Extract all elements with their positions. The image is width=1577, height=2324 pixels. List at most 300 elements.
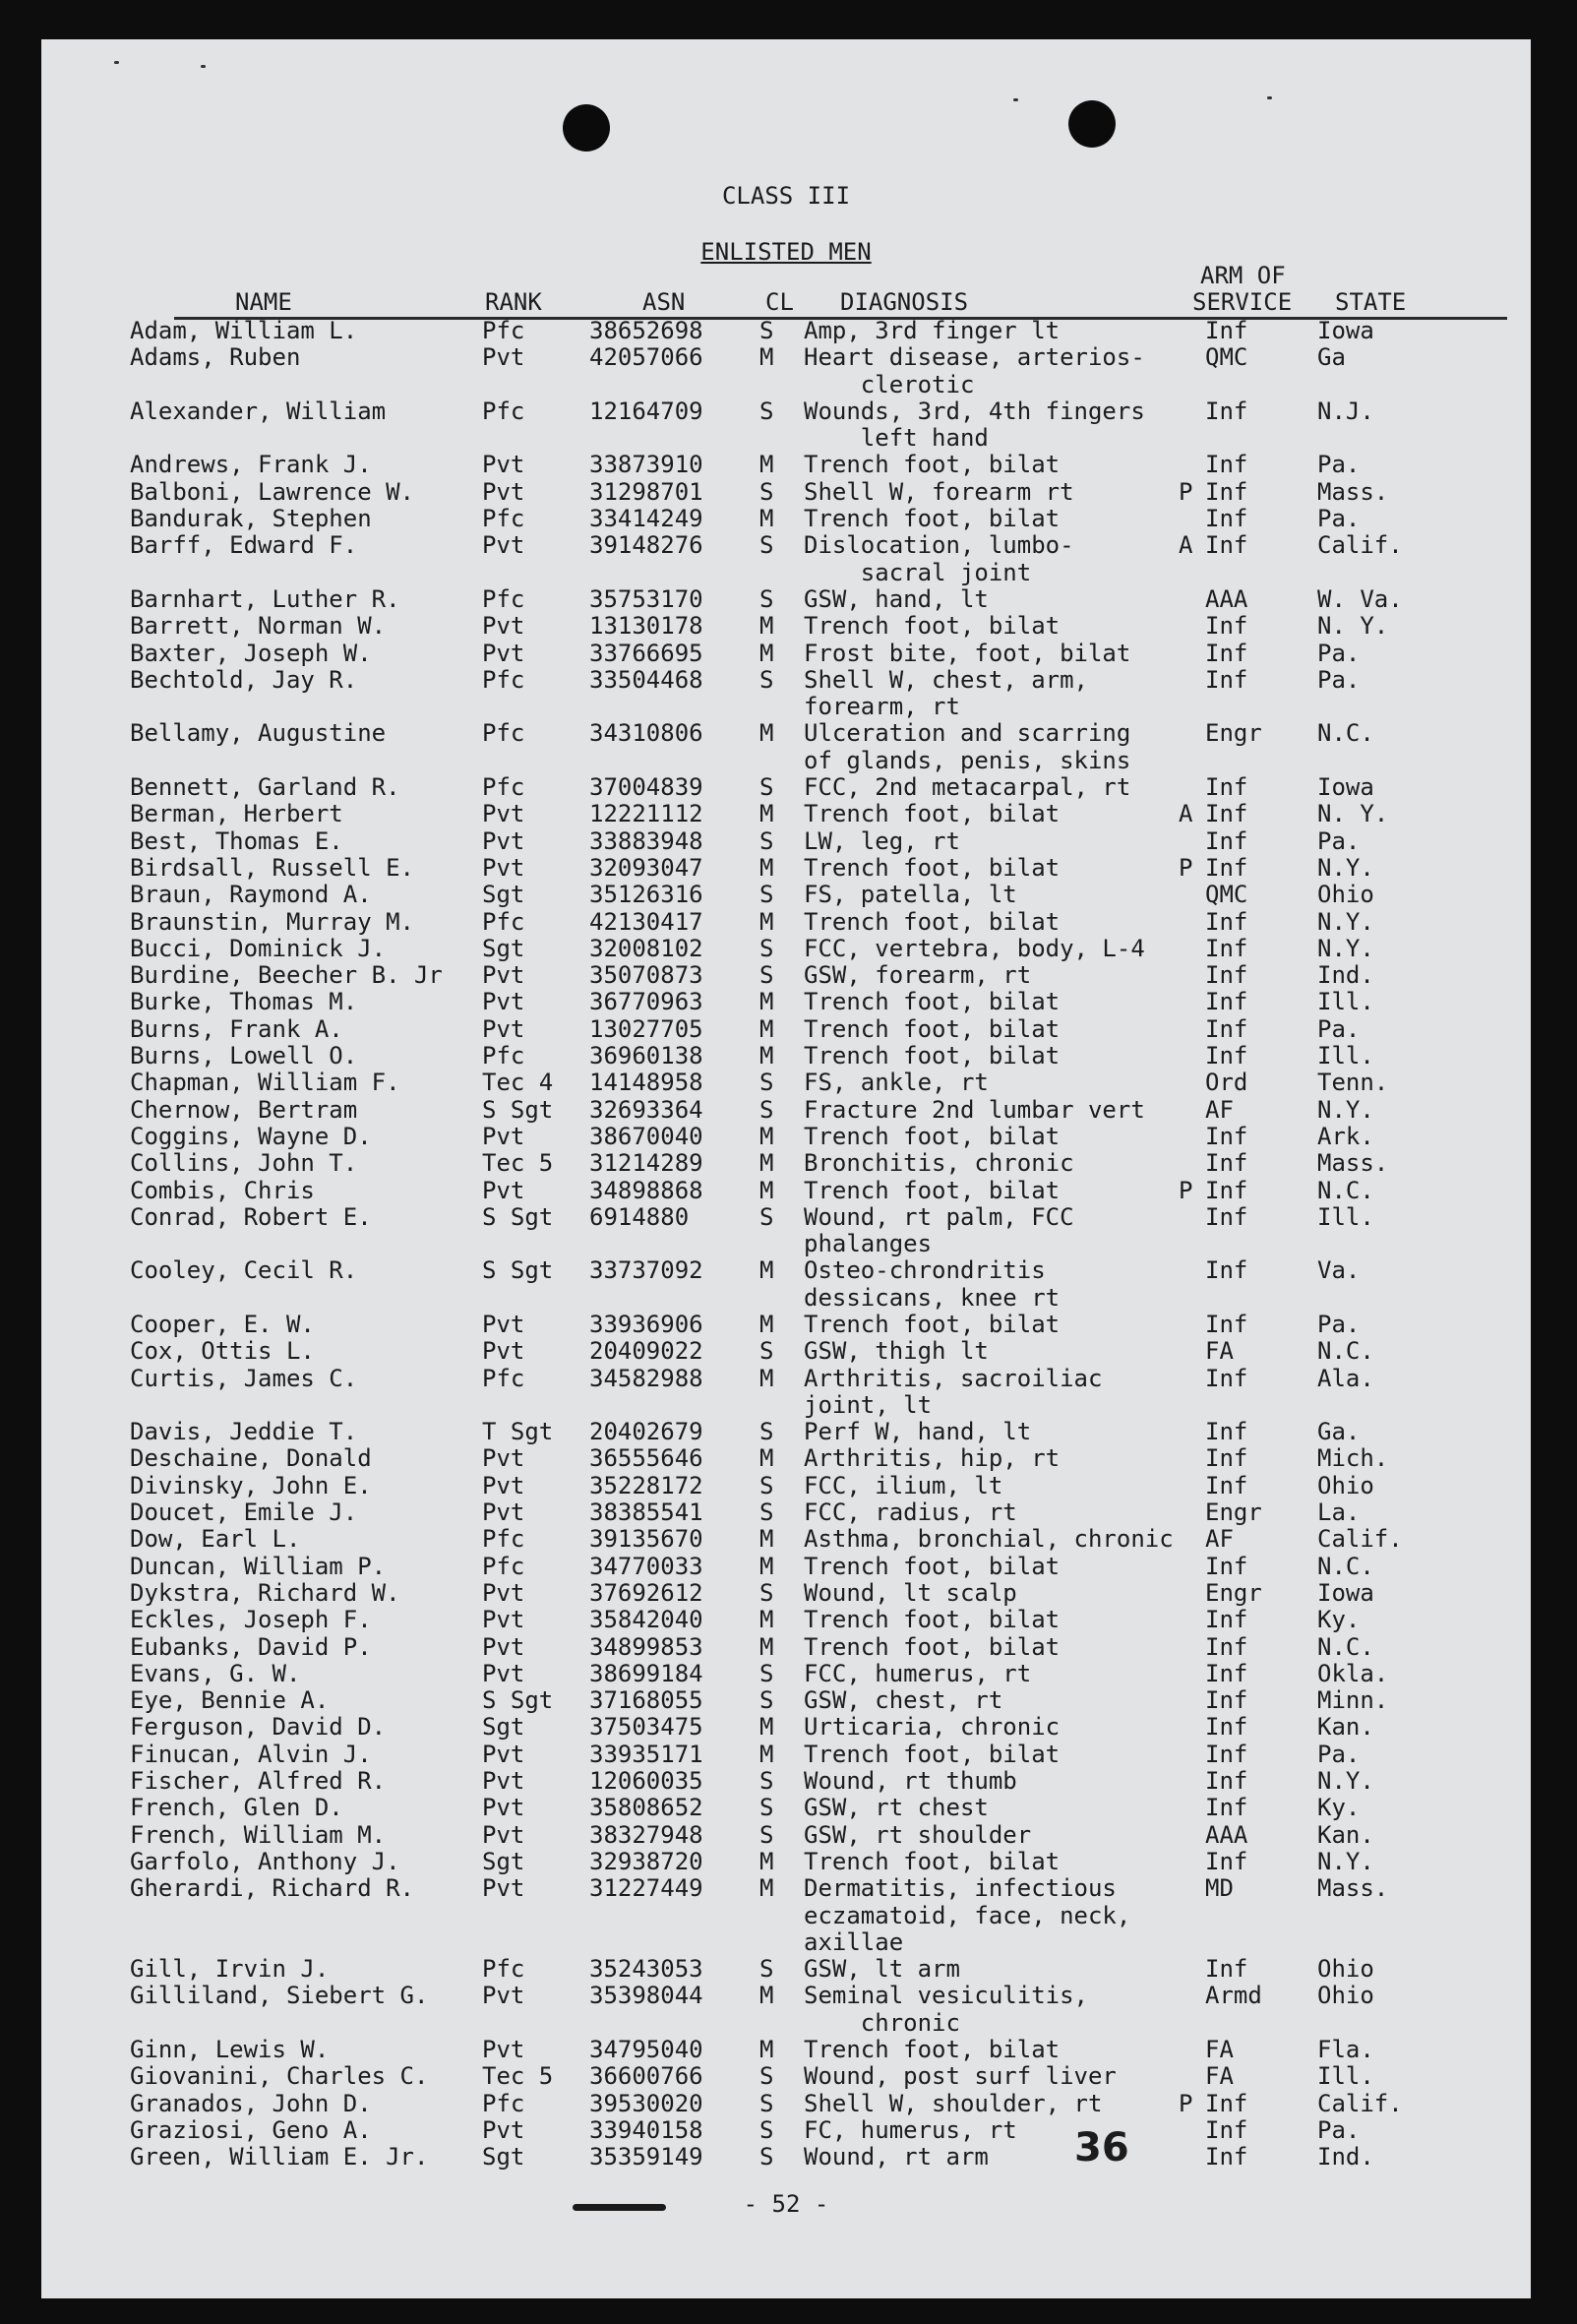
cell-class: S — [759, 934, 774, 962]
speck — [1267, 96, 1272, 99]
cell-arm-of-service: Inf — [1205, 988, 1248, 1016]
cell-state: N.Y. — [1317, 853, 1374, 882]
cell-name: Gill, Irvin J. — [130, 1955, 330, 1984]
cell-name: Adam, William L. — [130, 317, 358, 344]
cell-asn: 34795040 — [589, 2036, 703, 2063]
cell-diagnosis: FC, humerus, rt — [804, 2115, 1017, 2144]
table-row — [41, 1714, 1531, 1741]
cell-class: M — [759, 1310, 774, 1338]
cell-asn: 20402679 — [589, 1418, 703, 1446]
cell-rank: S Sgt — [482, 1095, 554, 1124]
cell-diagnosis: Trench foot, bilat — [804, 1606, 1061, 1634]
cell-class: M — [759, 1874, 774, 1903]
cell-name: Baxter, Joseph W. — [130, 639, 372, 667]
cell-arm-of-service: FA — [1205, 2036, 1234, 2063]
table-row — [41, 2037, 1531, 2063]
cell-state: N.Y. — [1317, 934, 1374, 962]
table-row — [41, 1742, 1531, 1768]
table-row — [41, 828, 1531, 855]
cell-diagnosis-continued: of glands, penis, skins — [804, 746, 1131, 774]
cell-asn: 31298701 — [589, 477, 703, 506]
cell-asn: 31214289 — [589, 1149, 703, 1178]
table-row — [41, 479, 1531, 506]
cell-class: M — [759, 451, 774, 479]
cell-name: Barnhart, Luther R. — [130, 584, 400, 613]
cell-rank: Pvt — [482, 1578, 525, 1607]
table-row — [41, 344, 1531, 398]
table-row — [41, 1204, 1531, 1258]
cell-asn: 33936906 — [589, 1310, 703, 1338]
cell-asn: 33737092 — [589, 1256, 703, 1285]
cell-asn: 35228172 — [589, 1471, 703, 1499]
cell-rank: Pfc — [482, 1552, 525, 1580]
cell-state: Ill. — [1317, 1042, 1374, 1070]
table-row — [41, 667, 1531, 721]
cell-arm-of-service: Inf — [1205, 826, 1248, 855]
cell-name: Combis, Chris — [130, 1176, 315, 1204]
cell-arm-of-service: Engr — [1205, 1498, 1262, 1527]
cell-state: Ky. — [1317, 1794, 1361, 1822]
cell-rank: Tec 5 — [482, 2062, 554, 2091]
cell-rank: Pvt — [482, 1310, 525, 1338]
cell-name: Dow, Earl L. — [130, 1525, 301, 1554]
cell-class: M — [759, 1014, 774, 1043]
cell-rank: Pvt — [482, 1498, 525, 1527]
cell-arm-of-service: Inf — [1205, 1794, 1248, 1822]
cell-state: Pa. — [1317, 1310, 1361, 1338]
cell-asn: 35126316 — [589, 881, 703, 909]
cell-diagnosis: FCC, humerus, rt — [804, 1659, 1032, 1687]
cell-rank: Pvt — [482, 343, 525, 372]
cell-arm-of-service: Inf — [1205, 1176, 1248, 1204]
cell-name: Green, William E. Jr. — [130, 2143, 429, 2171]
cell-name: Burns, Lowell O. — [130, 1042, 358, 1070]
cell-diagnosis: Trench foot, bilat — [804, 1740, 1061, 1768]
cell-state: Pa. — [1317, 1740, 1361, 1768]
cell-rank: Pvt — [482, 988, 525, 1016]
cell-arm-of-service: QMC — [1205, 881, 1248, 909]
cell-class: M — [759, 2036, 774, 2063]
table-row — [41, 1097, 1531, 1124]
cell-diagnosis: FCC, vertebra, body, L-4 — [804, 934, 1145, 962]
cell-rank: Pvt — [482, 800, 525, 828]
cell-name: Davis, Jeddie T. — [130, 1418, 358, 1446]
cell-name: Doucet, Emile J. — [130, 1498, 358, 1527]
cell-asn: 35243053 — [589, 1955, 703, 1984]
cell-asn: 35070873 — [589, 961, 703, 990]
cell-rank: Sgt — [482, 1847, 525, 1875]
cell-asn: 39135670 — [589, 1525, 703, 1554]
table-row — [41, 586, 1531, 613]
cell-arm-of-service: Armd — [1205, 1982, 1262, 2010]
cell-class: M — [759, 988, 774, 1016]
cell-state: La. — [1317, 1498, 1361, 1527]
cell-asn: 39148276 — [589, 531, 703, 560]
cell-diagnosis: Wounds, 3rd, 4th fingers — [804, 397, 1145, 425]
cell-rank: Pfc — [482, 907, 525, 936]
cell-rank: Pfc — [482, 719, 525, 748]
cell-diagnosis: Trench foot, bilat — [804, 505, 1061, 533]
enlisted-men-table — [41, 318, 1531, 2171]
cell-class: S — [759, 2143, 774, 2171]
cell-rank: Pvt — [482, 2036, 525, 2063]
cell-rank: Pvt — [482, 853, 525, 882]
table-row — [41, 1849, 1531, 1875]
cell-name: Ferguson, David D. — [130, 1713, 387, 1742]
cell-diagnosis: Trench foot, bilat — [804, 1122, 1061, 1150]
cell-mark: P — [1179, 2089, 1193, 2117]
cell-rank: S Sgt — [482, 1686, 554, 1715]
cell-state: Ind. — [1317, 961, 1374, 990]
cell-rank: Pvt — [482, 1767, 525, 1796]
cell-name: Eckles, Joseph F. — [130, 1606, 372, 1634]
cell-state: Ill. — [1317, 1202, 1374, 1231]
cell-class: S — [759, 826, 774, 855]
table-row — [41, 641, 1531, 667]
cell-arm-of-service: Inf — [1205, 1042, 1248, 1070]
cell-rank: Pvt — [482, 1122, 525, 1150]
cell-diagnosis: GSW, thigh lt — [804, 1337, 989, 1366]
cell-state: Pa. — [1317, 451, 1361, 479]
cell-rank: Pvt — [482, 826, 525, 855]
cell-asn: 37692612 — [589, 1578, 703, 1607]
cell-class: M — [759, 1713, 774, 1742]
cell-diagnosis: Wound, rt arm — [804, 2143, 989, 2171]
cell-arm-of-service: Inf — [1205, 1767, 1248, 1796]
cell-arm-of-service: Engr — [1205, 1578, 1262, 1607]
cell-class: M — [759, 1632, 774, 1661]
cell-arm-of-service: Inf — [1205, 1606, 1248, 1634]
cell-diagnosis: Arthritis, hip, rt — [804, 1444, 1061, 1473]
cell-rank: Pvt — [482, 1014, 525, 1043]
cell-class: M — [759, 1982, 774, 2010]
table-row — [41, 1580, 1531, 1607]
cell-state: Ky. — [1317, 1606, 1361, 1634]
cell-name: Alexander, William — [130, 397, 387, 425]
cell-asn: 33940158 — [589, 2115, 703, 2144]
cell-state: Calif. — [1317, 2089, 1403, 2117]
cell-class: S — [759, 1069, 774, 1097]
cell-state: Ind. — [1317, 2143, 1374, 2171]
cell-arm-of-service: Inf — [1205, 1740, 1248, 1768]
table-row — [41, 452, 1531, 478]
table-row — [41, 1983, 1531, 2037]
cell-arm-of-service: Inf — [1205, 531, 1248, 560]
cell-rank: S Sgt — [482, 1202, 554, 1231]
cell-state: N.Y. — [1317, 1767, 1374, 1796]
cell-class: M — [759, 1122, 774, 1150]
cell-diagnosis: Shell W, forearm rt — [804, 477, 1074, 506]
cell-state: N.Y. — [1317, 1847, 1374, 1875]
cell-diagnosis: Wound, post surf liver — [804, 2062, 1117, 2091]
cell-state: N.Y. — [1317, 1095, 1374, 1124]
cell-arm-of-service: Inf — [1205, 1418, 1248, 1446]
cell-diagnosis: Dislocation, lumbo- — [804, 531, 1074, 560]
cell-diagnosis: Frost bite, foot, bilat — [804, 639, 1131, 667]
cell-name: Birdsall, Russell E. — [130, 853, 414, 882]
cell-asn: 12221112 — [589, 800, 703, 828]
cell-asn: 34899853 — [589, 1632, 703, 1661]
cell-state: Kan. — [1317, 1713, 1374, 1742]
cell-diagnosis: Trench foot, bilat — [804, 1176, 1061, 1204]
table-row — [41, 1366, 1531, 1420]
cell-state: Ill. — [1317, 2062, 1374, 2091]
cell-state: Mass. — [1317, 477, 1389, 506]
cell-class: M — [759, 1042, 774, 1070]
cell-name: Burdine, Beecher B. Jr — [130, 961, 443, 990]
cell-class: M — [759, 907, 774, 936]
cell-arm-of-service: Inf — [1205, 1955, 1248, 1984]
cell-state: Pa. — [1317, 639, 1361, 667]
table-row — [41, 1661, 1531, 1687]
table-row — [41, 1312, 1531, 1338]
cell-asn: 33873910 — [589, 451, 703, 479]
cell-arm-of-service: Inf — [1205, 1713, 1248, 1742]
cell-name: Chernow, Bertram — [130, 1095, 358, 1124]
cell-asn: 33766695 — [589, 639, 703, 667]
cell-rank: Pvt — [482, 961, 525, 990]
cell-diagnosis: GSW, hand, lt — [804, 584, 989, 613]
cell-asn: 31227449 — [589, 1874, 703, 1903]
cell-arm-of-service: AF — [1205, 1525, 1234, 1554]
cell-name: Eye, Bennie A. — [130, 1686, 330, 1715]
cell-state: Mass. — [1317, 1149, 1389, 1178]
cell-class: S — [759, 1659, 774, 1687]
cell-name: Garfolo, Anthony J. — [130, 1847, 400, 1875]
cell-state: Mich. — [1317, 1444, 1389, 1473]
cell-arm-of-service: Inf — [1205, 800, 1248, 828]
cell-diagnosis: Trench foot, bilat — [804, 1632, 1061, 1661]
cell-class: S — [759, 773, 774, 802]
cell-arm-of-service: AAA — [1205, 1820, 1248, 1849]
cell-arm-of-service: Inf — [1205, 1659, 1248, 1687]
cell-class: S — [759, 1686, 774, 1715]
cell-class: M — [759, 800, 774, 828]
cell-mark: P — [1179, 853, 1193, 882]
cell-diagnosis: Bronchitis, chronic — [804, 1149, 1074, 1178]
cell-state: N. Y. — [1317, 800, 1389, 828]
cell-asn: 20409022 — [589, 1337, 703, 1366]
cell-name: Curtis, James C. — [130, 1364, 358, 1392]
table-row — [41, 613, 1531, 640]
cell-state: Ohio — [1317, 881, 1374, 909]
cell-arm-of-service: Inf — [1205, 1632, 1248, 1661]
table-row — [41, 1499, 1531, 1526]
cell-asn: 32008102 — [589, 934, 703, 962]
stamp-number: 36 — [1074, 2125, 1129, 2171]
cell-rank: Pvt — [482, 1820, 525, 1849]
cell-name: Burke, Thomas M. — [130, 988, 358, 1016]
cell-diagnosis: Ulceration and scarring — [804, 719, 1131, 748]
cell-mark: P — [1179, 477, 1193, 506]
table-row — [41, 909, 1531, 936]
cell-rank: Pvt — [482, 612, 525, 641]
cell-class: S — [759, 961, 774, 990]
cell-name: Cooley, Cecil R. — [130, 1256, 358, 1285]
cell-state: Pa. — [1317, 505, 1361, 533]
cell-arm-of-service: Inf — [1205, 1014, 1248, 1043]
cell-arm-of-service: Inf — [1205, 451, 1248, 479]
cell-rank: Pfc — [482, 665, 525, 694]
cell-diagnosis-continued: left hand — [804, 424, 989, 453]
table-row — [41, 1634, 1531, 1661]
table-row — [41, 1687, 1531, 1714]
cell-state: N.C. — [1317, 719, 1374, 748]
cell-arm-of-service: Inf — [1205, 2115, 1248, 2144]
cell-state: Ohio — [1317, 1471, 1374, 1499]
cell-asn: 42130417 — [589, 907, 703, 936]
cell-asn: 6914880 — [589, 1202, 690, 1231]
cell-class: M — [759, 505, 774, 533]
cell-diagnosis: Urticaria, chronic — [804, 1713, 1061, 1742]
cell-rank: Pvt — [482, 1337, 525, 1366]
cell-class: S — [759, 1095, 774, 1124]
cell-arm-of-service: Inf — [1205, 477, 1248, 506]
cell-arm-of-service: QMC — [1205, 343, 1248, 372]
cell-diagnosis-continued: clerotic — [804, 370, 975, 398]
cell-name: Cox, Ottis L. — [130, 1337, 315, 1366]
cell-class: S — [759, 2089, 774, 2117]
cell-diagnosis: FCC, ilium, lt — [804, 1471, 1003, 1499]
cell-class: S — [759, 531, 774, 560]
subtitle-text: ENLISTED MEN — [700, 238, 872, 266]
cell-diagnosis: Asthma, bronchial, chronic — [804, 1525, 1174, 1554]
cell-class: S — [759, 881, 774, 909]
cell-arm-of-service: Engr — [1205, 719, 1262, 748]
table-row — [41, 398, 1531, 453]
table-row — [41, 1016, 1531, 1043]
cell-class: S — [759, 2062, 774, 2091]
cell-class: M — [759, 853, 774, 882]
cell-rank: Pfc — [482, 773, 525, 802]
table-row — [41, 532, 1531, 586]
cell-arm-of-service: Inf — [1205, 505, 1248, 533]
cell-class: M — [759, 1847, 774, 1875]
cell-class: M — [759, 612, 774, 641]
cell-rank: Pvt — [482, 451, 525, 479]
cell-arm-of-service: Ord — [1205, 1069, 1248, 1097]
table-row — [41, 1338, 1531, 1365]
cell-class: S — [759, 1471, 774, 1499]
cell-state: Mass. — [1317, 1874, 1389, 1903]
cell-name: Dykstra, Richard W. — [130, 1578, 400, 1607]
cell-asn: 36770963 — [589, 988, 703, 1016]
cell-diagnosis: LW, leg, rt — [804, 826, 960, 855]
cell-name: Conrad, Robert E. — [130, 1202, 372, 1231]
cell-name: Giovanini, Charles C. — [130, 2062, 429, 2091]
cell-name: Bandurak, Stephen — [130, 505, 372, 533]
cell-state: Kan. — [1317, 1820, 1374, 1849]
cell-arm-of-service: Inf — [1205, 1310, 1248, 1338]
cell-rank: Pvt — [482, 1740, 525, 1768]
cell-rank: Pvt — [482, 1874, 525, 1903]
cell-diagnosis: Arthritis, sacroiliac — [804, 1364, 1103, 1392]
cell-rank: Pvt — [482, 1471, 525, 1499]
cell-asn: 35808652 — [589, 1794, 703, 1822]
cell-name: Bennett, Garland R. — [130, 773, 400, 802]
cell-name: Barrett, Norman W. — [130, 612, 387, 641]
cell-asn: 36600766 — [589, 2062, 703, 2091]
cell-state: Pa. — [1317, 826, 1361, 855]
cell-rank: T Sgt — [482, 1418, 554, 1446]
cell-arm-of-service: Inf — [1205, 1686, 1248, 1715]
table-row — [41, 1178, 1531, 1204]
table-row — [41, 2063, 1531, 2090]
cell-diagnosis: Trench foot, bilat — [804, 1847, 1061, 1875]
cell-state: Iowa — [1317, 773, 1374, 802]
cell-arm-of-service: Inf — [1205, 2089, 1248, 2117]
cell-state: N.C. — [1317, 1337, 1374, 1366]
cell-rank: Pvt — [482, 2115, 525, 2144]
cell-class: M — [759, 719, 774, 748]
cell-rank: Pvt — [482, 1632, 525, 1661]
cell-class: M — [759, 1176, 774, 1204]
cell-name: Cooper, E. W. — [130, 1310, 315, 1338]
cell-asn: 13027705 — [589, 1014, 703, 1043]
cell-class: M — [759, 1444, 774, 1473]
cell-diagnosis: GSW, lt arm — [804, 1955, 960, 1984]
cell-arm-of-service: Inf — [1205, 1471, 1248, 1499]
cell-mark: P — [1179, 1176, 1193, 1204]
cell-class: S — [759, 1767, 774, 1796]
cell-diagnosis: Trench foot, bilat — [804, 1014, 1061, 1043]
cell-class: S — [759, 1955, 774, 1984]
table-row — [41, 318, 1531, 344]
cell-asn: 34770033 — [589, 1552, 703, 1580]
cell-mark: A — [1179, 800, 1193, 828]
cell-state: W. Va. — [1317, 584, 1403, 613]
cell-class: S — [759, 1418, 774, 1446]
cell-state: Minn. — [1317, 1686, 1389, 1715]
cell-class: S — [759, 1794, 774, 1822]
cell-asn: 34582988 — [589, 1364, 703, 1392]
table-row — [41, 989, 1531, 1015]
cell-state: Ala. — [1317, 1364, 1374, 1392]
cell-name: Adams, Ruben — [130, 343, 301, 372]
cell-rank: Pfc — [482, 1042, 525, 1070]
cell-diagnosis: FCC, 2nd metacarpal, rt — [804, 773, 1131, 802]
cell-name: Duncan, William P. — [130, 1552, 387, 1580]
cell-asn: 38670040 — [589, 1122, 703, 1150]
speck — [201, 65, 206, 68]
cell-name: Graziosi, Geno A. — [130, 2115, 372, 2144]
cell-state: N.J. — [1317, 397, 1374, 425]
cell-state: Ohio — [1317, 1955, 1374, 1984]
cell-class: S — [759, 1202, 774, 1231]
cell-asn: 39530020 — [589, 2089, 703, 2117]
cell-state: N.C. — [1317, 1552, 1374, 1580]
cell-class: M — [759, 1740, 774, 1768]
cell-name: Fischer, Alfred R. — [130, 1767, 387, 1796]
cell-rank: Pvt — [482, 1176, 525, 1204]
cell-arm-of-service: FA — [1205, 1337, 1234, 1366]
header-name: NAME — [235, 288, 292, 316]
cell-asn: 38385541 — [589, 1498, 703, 1527]
cell-diagnosis: Dermatitis, infectious — [804, 1874, 1117, 1903]
cell-class: S — [759, 665, 774, 694]
cell-arm-of-service: Inf — [1205, 1444, 1248, 1473]
cell-arm-of-service: Inf — [1205, 639, 1248, 667]
cell-diagnosis-continued: phalanges — [804, 1230, 933, 1258]
cell-class: M — [759, 1149, 774, 1178]
cell-state: Ga. — [1317, 1418, 1361, 1446]
cell-asn: 33935171 — [589, 1740, 703, 1768]
cell-asn: 37004839 — [589, 773, 703, 802]
cell-diagnosis-continued: axillae — [804, 1927, 904, 1956]
cell-name: Chapman, William F. — [130, 1069, 400, 1097]
header-arm-line1: ARM OF — [1200, 262, 1286, 289]
cell-asn: 35753170 — [589, 584, 703, 613]
